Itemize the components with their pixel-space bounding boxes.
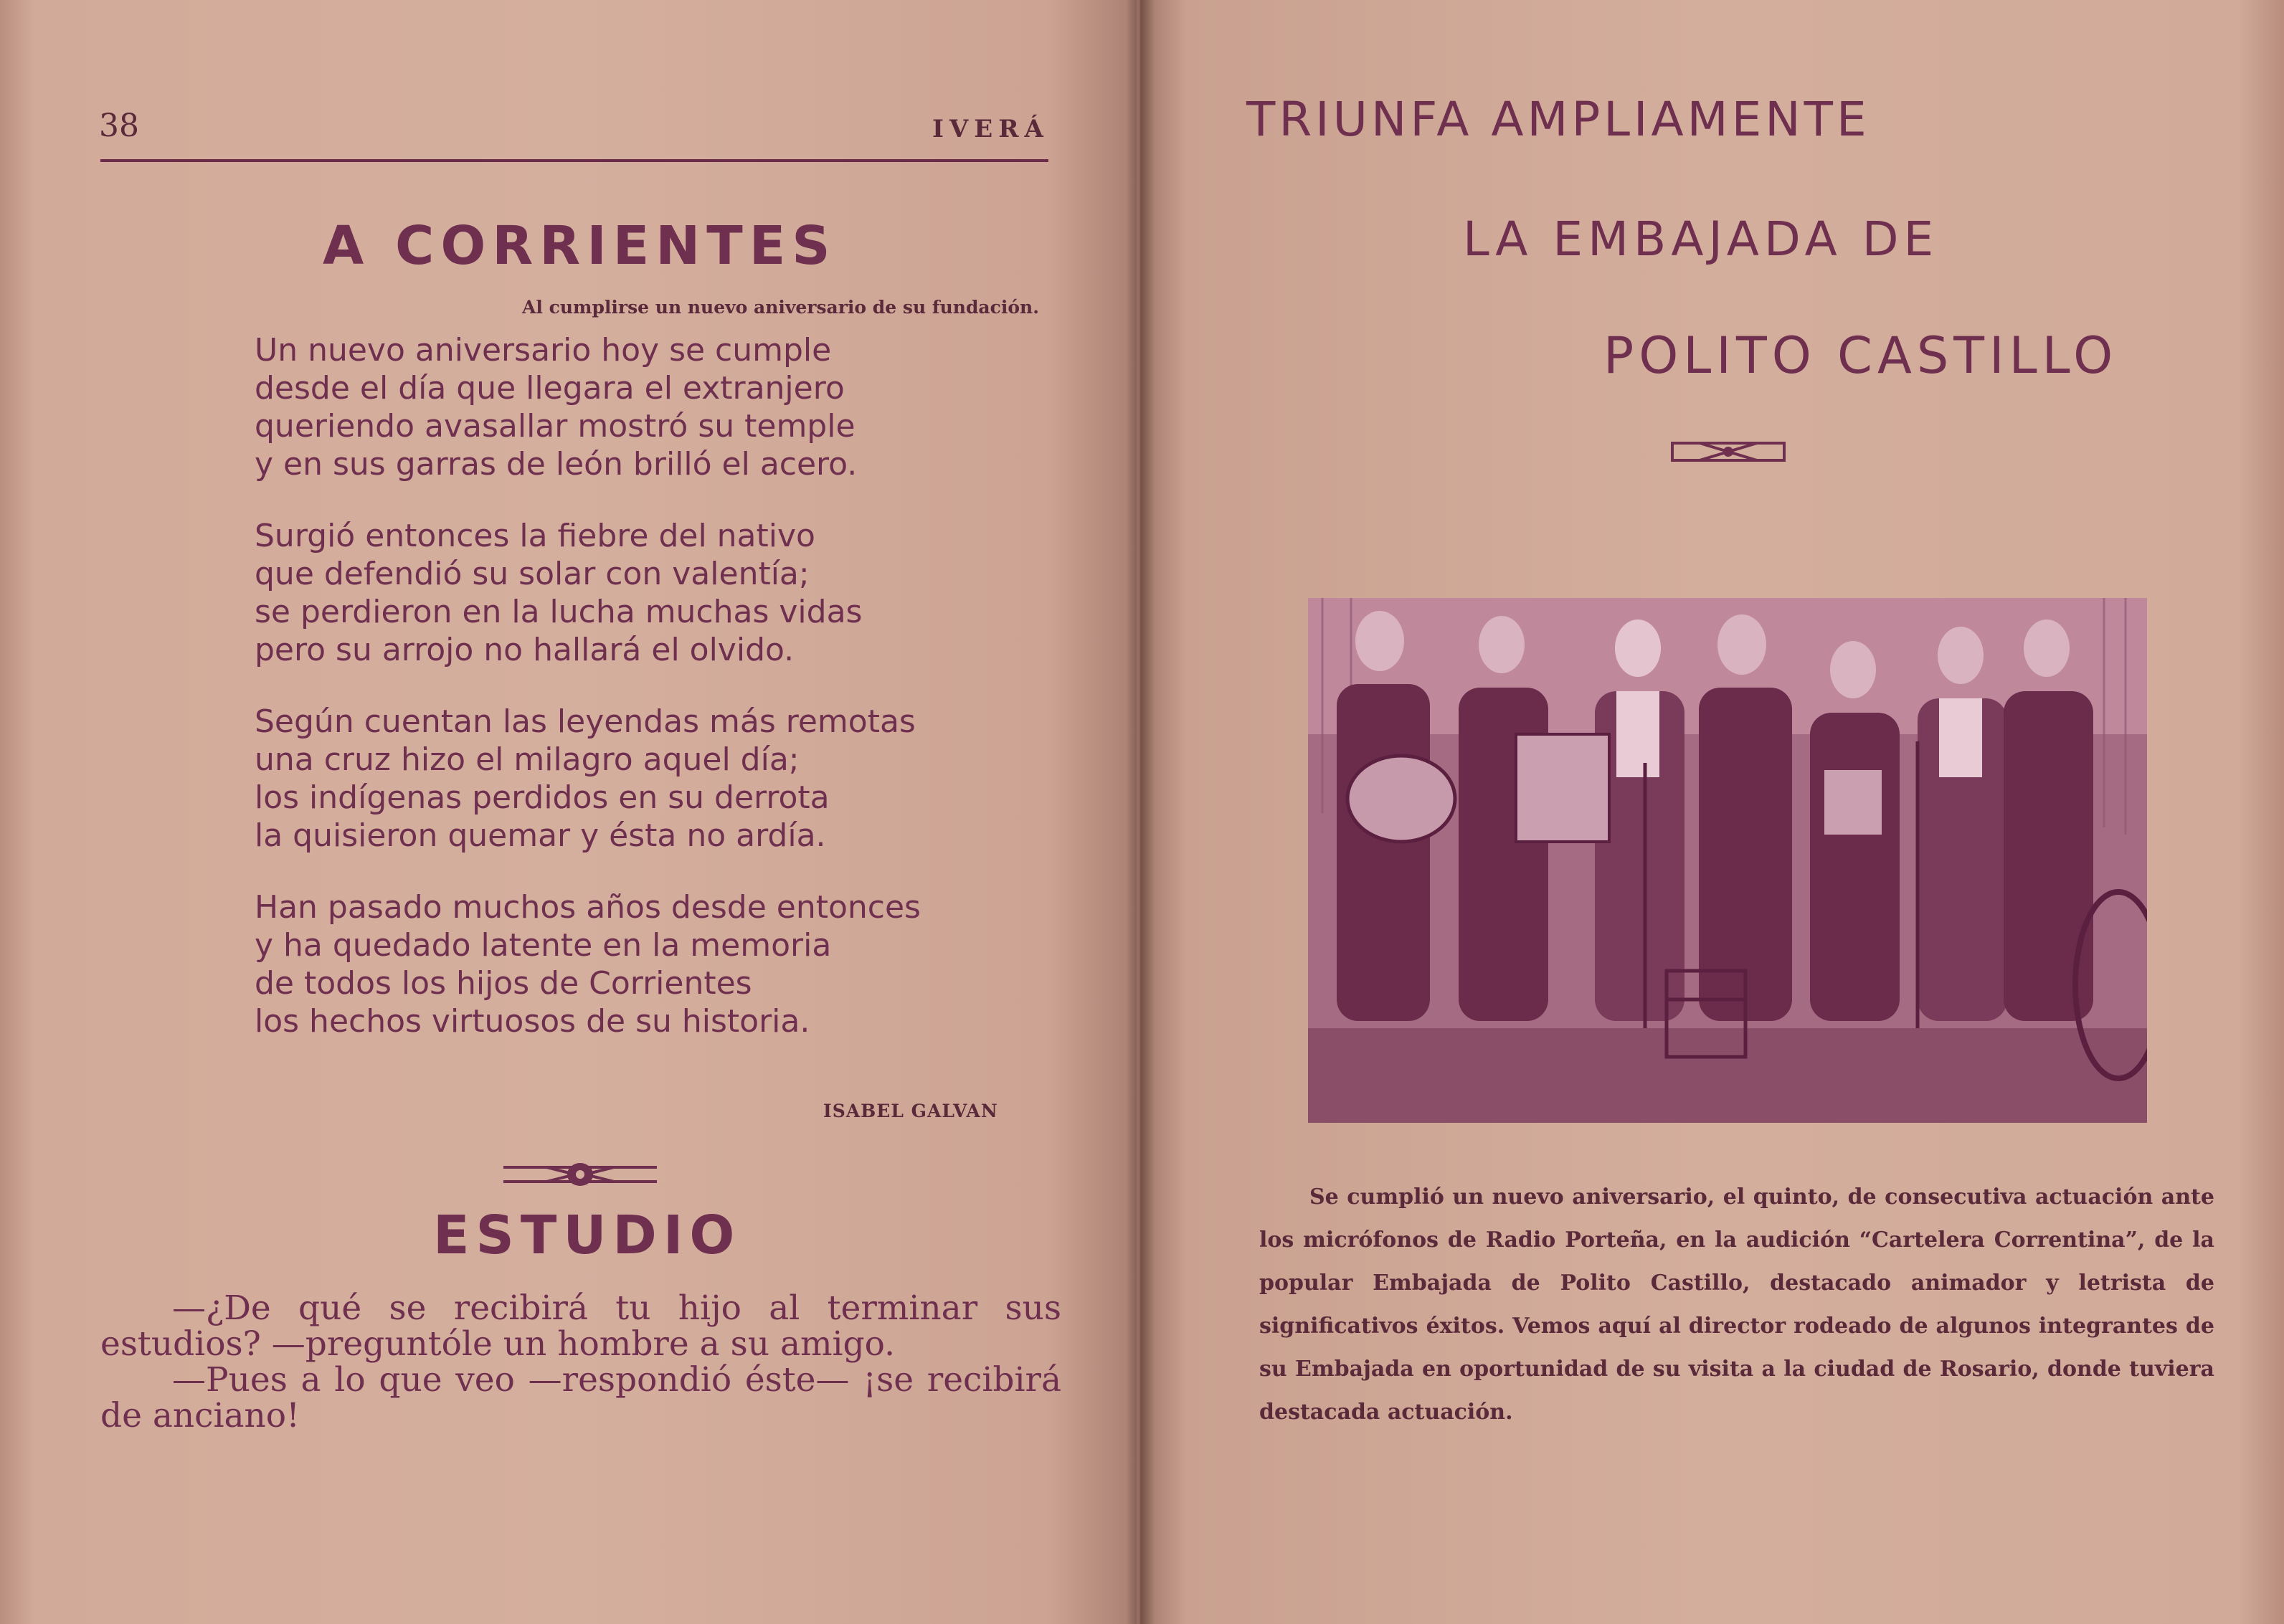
verse-line: que defendió su solar con valentía; (255, 556, 810, 592)
book-gutter (1126, 0, 1155, 1624)
estudio-body (100, 1288, 1061, 1435)
ornament-divider-icon (503, 1159, 657, 1190)
stanza (255, 517, 972, 669)
verse-line: y en sus garras de león brilló el acero. (255, 446, 858, 483)
poem-title: A CORRIENTES (323, 215, 837, 277)
headline-line-3: POLITO CASTILLO (1603, 326, 2118, 385)
verse-line: una cruz hizo el milagro aquel día; (255, 741, 800, 778)
verse-line: se perdieron en la lucha muchas vidas (255, 594, 863, 630)
verse-line: Han pasado muchos años desde entonces (255, 889, 921, 926)
ornament-divider-icon (1671, 437, 1786, 466)
verse-line: y ha quedado latente en la memoria (255, 927, 832, 964)
poem-author: ISABEL GALVAN (823, 1101, 998, 1121)
headline-line-1: TRIUNFA AMPLIAMENTE (1246, 92, 1870, 147)
poem-body (255, 331, 972, 1074)
stanza (255, 703, 972, 855)
caption-text: Se cumplió un nuevo aniversario, el quinto, de consecutiva actuación ante los micrófonos de Radio Porteña, en la audición “Cartelera Correntina”, de la popular Embajada de Polito Castillo, destacado animador y letrista de significativos éxitos. Vemos aquí al director rodeado de algunos integrantes de su Embajada en oportunidad de su visita a la ciudad de Rosario, donde tuviera destacada actuación. (1259, 1184, 2214, 1425)
band-photograph (1308, 598, 2147, 1123)
photo-caption (1259, 1176, 2214, 1434)
verse-line: Surgió entonces la fiebre del nativo (255, 518, 815, 554)
verse-line: de todos los hijos de Corrientes (255, 965, 752, 1002)
header-rule (100, 159, 1048, 162)
estudio-paragraph: —Pues a lo que veo —respondió éste— ¡se recibirá de anciano! (100, 1360, 1061, 1435)
estudio-title: ESTUDIO (433, 1205, 741, 1266)
verse-line: queriendo avasallar mostró su temple (255, 408, 856, 445)
verse-line: la quisieron quemar y ésta no ardía. (255, 817, 826, 854)
stanza (255, 331, 972, 483)
verse-line: Según cuentan las leyendas más remotas (255, 703, 916, 740)
page-number: 38 (99, 108, 139, 144)
running-head: IVERÁ (932, 115, 1049, 143)
headline-line-2: LA EMBAJADA DE (1463, 212, 1939, 267)
verse-line: pero su arrojo no hallará el olvido. (255, 632, 795, 668)
poem-dedication: Al cumplirse un nuevo aniversario de su fundación. (522, 297, 1039, 318)
verse-line: los hechos virtuosos de su historia. (255, 1003, 810, 1040)
estudio-paragraph: —¿De qué se recibirá tu hijo al terminar sus estudios? —preguntóle un hombre a su amigo. (100, 1288, 1061, 1364)
verse-line: Un nuevo aniversario hoy se cumple (255, 332, 832, 369)
stanza (255, 888, 972, 1040)
verse-line: desde el día que llegara el extranjero (255, 370, 845, 407)
verse-line: los indígenas perdidos en su derrota (255, 779, 830, 816)
